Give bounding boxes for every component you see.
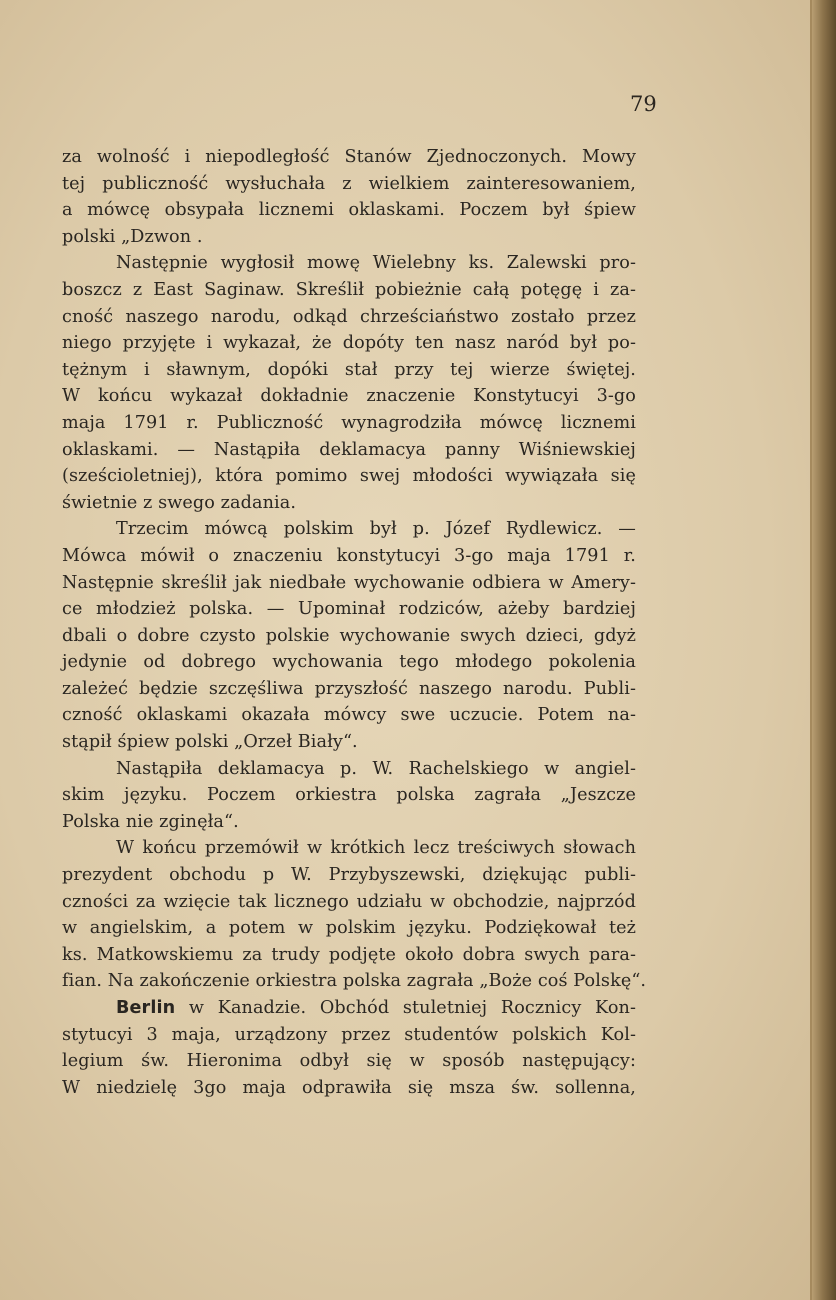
text-line: stąpił śpiew polski „Orzeł Biały“. [62,732,358,753]
text-line: fian. Na zakończenie orkiestra polska zagrała „Boże coś Polskę“. [62,971,647,992]
text-line: zależeć będzie szczęśliwa przyszłość naszego narodu. Publi- [62,678,636,699]
text-line: boszcz z East Saginaw. Skreślił pobieżnie całą potęgę i za- [62,279,636,300]
text-line: Polska nie zginęła“. [62,811,239,832]
text-line-content: w Kanadzie. Obchód stuletniej Rocznicy Kon- [175,998,636,1018]
text-line: (sześcioletniej), która pomimo swej młodości wywiązała się [62,466,636,487]
text-line: tężnym i sławnym, dopóki stał przy tej wierze świętej. [62,359,636,380]
text-line: Trzecim mówcą polskim był p. Józef Rydlewicz. — [116,519,636,540]
text-line: ks. Matkowskiemu za trudy podjęte około dobra swych para- [62,944,636,965]
bold-place-name: Berlin [116,998,176,1018]
text-line: W końcu przemówił w krótkich lecz treściwych słowach [116,838,636,859]
text-line: ce młodzież polska. — Upominał rodziców, ażeby bardziej [62,599,636,620]
text-line: legium św. Hieronima odbył się w sposób następujący: [62,1051,636,1072]
text-line: W niedzielę 3go maja odprawiła się msza św. sollenna, [62,1077,636,1098]
text-line: W końcu wykazał dokładnie znaczenie Konstytucyi 3-go [62,386,636,407]
text-line: Następnie wygłosił mowę Wielebny ks. Zalewski pro- [116,253,636,274]
text-line: jedynie od dobrego wychowania tego młodego pokolenia [62,652,636,673]
text-line: Mówca mówił o znaczeniu konstytucyi 3-go maja 1791 r. [62,545,636,566]
text-line: maja 1791 r. Publiczność wynagrodziła mówcę licznemi [62,412,636,433]
text-line: tej publiczność wysłuchała z wielkiem zainteresowaniem, [62,173,636,194]
text-line: w angielskim, a potem w polskim języku. Podziękował też [62,918,636,939]
text-line: niego przyjęte i wykazał, że dopóty ten nasz naród był po- [62,333,636,354]
text-line: dbali o dobre czysto polskie wychowanie swych dzieci, gdyż [62,625,636,646]
book-binding [812,0,836,1300]
text-line: Nastąpiła deklamacya p. W. Rachelskiego w angiel- [116,758,636,779]
page-number: 79 [630,92,657,116]
text-line: świetnie z swego zadania. [62,492,297,513]
text-line: a mówcę obsypała licznemi oklaskami. Poczem był śpiew [62,200,636,221]
text-line: stytucyi 3 maja, urządzony przez studentów polskich Kol- [62,1024,636,1045]
text-line: Następnie skreślił jak niedbałe wychowanie odbiera w Amery- [62,572,636,593]
text-line: czność oklaskami okazała mówcy swe uczucie. Potem na- [62,705,636,726]
body-text [62,144,647,1101]
text-line: prezydent obchodu p W. Przybyszewski, dziękując publi- [62,865,636,886]
text-line: skim języku. Poczem orkiestra polska zagrała „Jeszcze [62,785,636,806]
text-line: oklaskami. — Nastąpiła deklamacya panny Wiśniewskiej [62,439,636,460]
text-line [62,995,636,1022]
text-line: polski „Dzwon . [62,226,203,247]
text-line: za wolność i niepodległość Stanów Zjednoczonych. Mowy [62,147,636,167]
text-line: cność naszego narodu, odkąd chrześciaństwo zostało przez [62,306,636,327]
text-line: czności za wzięcie tak licznego udziału w obchodzie, najprzód [62,891,636,912]
